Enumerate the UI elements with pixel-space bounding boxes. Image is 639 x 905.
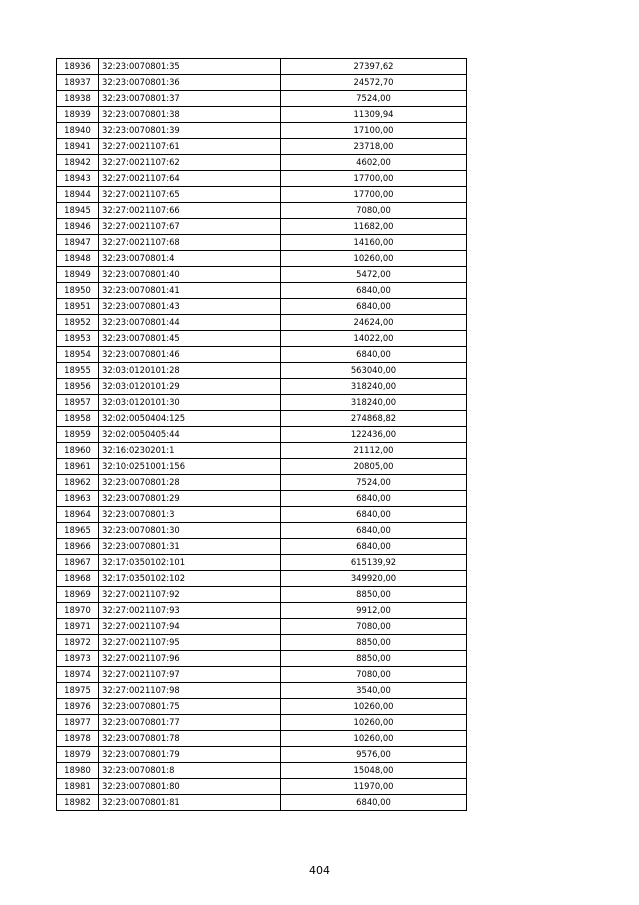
value-cell: 20805,00 [281,459,467,475]
table-row [57,75,467,91]
row-number-cell: 18975 [57,683,99,699]
table-row [57,795,467,811]
table-row [57,747,467,763]
value-cell: 8850,00 [281,651,467,667]
cadastral-number-cell: 32:27:0021107:62 [99,155,281,171]
cadastral-number-cell: 32:23:0070801:41 [99,283,281,299]
table-row [57,491,467,507]
cadastral-number-cell: 32:23:0070801:28 [99,475,281,491]
cadastral-number-cell: 32:23:0070801:80 [99,779,281,795]
value-cell: 6840,00 [281,283,467,299]
value-cell: 7524,00 [281,91,467,107]
value-cell: 6840,00 [281,347,467,363]
table-row [57,203,467,219]
row-number-cell: 18968 [57,571,99,587]
row-number-cell: 18944 [57,187,99,203]
cadastral-number-cell: 32:03:0120101:29 [99,379,281,395]
row-number-cell: 18976 [57,699,99,715]
row-number-cell: 18979 [57,747,99,763]
row-number-cell: 18959 [57,427,99,443]
cadastral-number-cell: 32:23:0070801:79 [99,747,281,763]
cadastral-number-cell: 32:27:0021107:67 [99,219,281,235]
cadastral-number-cell: 32:27:0021107:93 [99,603,281,619]
table-row [57,443,467,459]
value-cell: 4602,00 [281,155,467,171]
cadastral-number-cell: 32:27:0021107:68 [99,235,281,251]
table-row [57,219,467,235]
row-number-cell: 18949 [57,267,99,283]
cadastral-number-cell: 32:23:0070801:38 [99,107,281,123]
row-number-cell: 18982 [57,795,99,811]
value-cell: 17700,00 [281,171,467,187]
value-cell: 349920,00 [281,571,467,587]
cadastral-number-cell: 32:23:0070801:8 [99,763,281,779]
value-cell: 5472,00 [281,267,467,283]
table-row [57,411,467,427]
value-cell: 6840,00 [281,795,467,811]
table-row [57,59,467,75]
row-number-cell: 18963 [57,491,99,507]
table-row [57,555,467,571]
row-number-cell: 18948 [57,251,99,267]
table-row [57,123,467,139]
table-row [57,331,467,347]
row-number-cell: 18943 [57,171,99,187]
value-cell: 9576,00 [281,747,467,763]
row-number-cell: 18954 [57,347,99,363]
row-number-cell: 18978 [57,731,99,747]
row-number-cell: 18957 [57,395,99,411]
value-cell: 3540,00 [281,683,467,699]
row-number-cell: 18970 [57,603,99,619]
cadastral-number-cell: 32:27:0021107:65 [99,187,281,203]
cadastral-number-cell: 32:03:0120101:30 [99,395,281,411]
table-row [57,91,467,107]
value-cell: 27397,62 [281,59,467,75]
table-row [57,235,467,251]
cadastral-number-cell: 32:27:0021107:92 [99,587,281,603]
row-number-cell: 18937 [57,75,99,91]
value-cell: 318240,00 [281,395,467,411]
table-row [57,187,467,203]
table-row [57,651,467,667]
table-row [57,251,467,267]
row-number-cell: 18961 [57,459,99,475]
row-number-cell: 18952 [57,315,99,331]
value-cell: 15048,00 [281,763,467,779]
page-number: 404 [309,864,330,877]
row-number-cell: 18965 [57,523,99,539]
table-row [57,699,467,715]
row-number-cell: 18960 [57,443,99,459]
table-row [57,267,467,283]
table-row [57,763,467,779]
table-row [57,299,467,315]
table-row [57,347,467,363]
value-cell: 14160,00 [281,235,467,251]
table-row [57,635,467,651]
value-cell: 8850,00 [281,587,467,603]
table-row [57,587,467,603]
cadastral-number-cell: 32:23:0070801:31 [99,539,281,555]
cadastral-number-cell: 32:27:0021107:98 [99,683,281,699]
table-row [57,139,467,155]
value-cell: 17700,00 [281,187,467,203]
cadastral-number-cell: 32:23:0070801:3 [99,507,281,523]
cadastral-number-cell: 32:27:0021107:66 [99,203,281,219]
cadastral-number-cell: 32:23:0070801:75 [99,699,281,715]
value-cell: 24624,00 [281,315,467,331]
value-cell: 7080,00 [281,619,467,635]
table-row [57,283,467,299]
value-cell: 7080,00 [281,667,467,683]
row-number-cell: 18971 [57,619,99,635]
row-number-cell: 18962 [57,475,99,491]
value-cell: 23718,00 [281,139,467,155]
value-cell: 6840,00 [281,299,467,315]
row-number-cell: 18938 [57,91,99,107]
table-row [57,667,467,683]
row-number-cell: 18972 [57,635,99,651]
cadastral-number-cell: 32:23:0070801:46 [99,347,281,363]
cadastral-number-cell: 32:27:0021107:95 [99,635,281,651]
value-cell: 274868,82 [281,411,467,427]
cadastral-number-cell: 32:27:0021107:61 [99,139,281,155]
row-number-cell: 18946 [57,219,99,235]
table-row [57,155,467,171]
cadastral-number-cell: 32:23:0070801:4 [99,251,281,267]
cadastral-number-cell: 32:23:0070801:35 [99,59,281,75]
cadastral-number-cell: 32:27:0021107:96 [99,651,281,667]
cadastral-number-cell: 32:27:0021107:94 [99,619,281,635]
value-cell: 6840,00 [281,507,467,523]
cadastral-number-cell: 32:23:0070801:40 [99,267,281,283]
cadastral-number-cell: 32:23:0070801:43 [99,299,281,315]
value-cell: 7524,00 [281,475,467,491]
row-number-cell: 18956 [57,379,99,395]
row-number-cell: 18969 [57,587,99,603]
table-row [57,459,467,475]
row-number-cell: 18955 [57,363,99,379]
cadastral-number-cell: 32:23:0070801:45 [99,331,281,347]
cadastral-number-cell: 32:02:0050404:125 [99,411,281,427]
registry-table [56,58,467,811]
row-number-cell: 18940 [57,123,99,139]
cadastral-number-cell: 32:27:0021107:64 [99,171,281,187]
table-row [57,571,467,587]
value-cell: 318240,00 [281,379,467,395]
value-cell: 122436,00 [281,427,467,443]
cadastral-number-cell: 32:17:0350102:102 [99,571,281,587]
table-row [57,363,467,379]
cadastral-number-cell: 32:17:0350102:101 [99,555,281,571]
table-row [57,603,467,619]
cadastral-number-cell: 32:23:0070801:36 [99,75,281,91]
value-cell: 615139,92 [281,555,467,571]
row-number-cell: 18981 [57,779,99,795]
cadastral-number-cell: 32:16:0230201:1 [99,443,281,459]
table-row [57,107,467,123]
row-number-cell: 18980 [57,763,99,779]
value-cell: 10260,00 [281,731,467,747]
row-number-cell: 18950 [57,283,99,299]
row-number-cell: 18974 [57,667,99,683]
row-number-cell: 18939 [57,107,99,123]
value-cell: 24572,70 [281,75,467,91]
row-number-cell: 18941 [57,139,99,155]
value-cell: 11970,00 [281,779,467,795]
row-number-cell: 18945 [57,203,99,219]
table-row [57,475,467,491]
table-row [57,507,467,523]
table-row [57,171,467,187]
row-number-cell: 18967 [57,555,99,571]
row-number-cell: 18966 [57,539,99,555]
value-cell: 6840,00 [281,523,467,539]
cadastral-number-cell: 32:23:0070801:81 [99,795,281,811]
row-number-cell: 18958 [57,411,99,427]
value-cell: 7080,00 [281,203,467,219]
value-cell: 17100,00 [281,123,467,139]
value-cell: 11682,00 [281,219,467,235]
table-row [57,715,467,731]
cadastral-number-cell: 32:23:0070801:44 [99,315,281,331]
row-number-cell: 18951 [57,299,99,315]
cadastral-number-cell: 32:23:0070801:29 [99,491,281,507]
table-row [57,539,467,555]
row-number-cell: 18953 [57,331,99,347]
cadastral-number-cell: 32:23:0070801:78 [99,731,281,747]
table-row [57,379,467,395]
table-body [57,59,467,811]
cadastral-number-cell: 32:27:0021107:97 [99,667,281,683]
cadastral-number-cell: 32:23:0070801:39 [99,123,281,139]
value-cell: 21112,00 [281,443,467,459]
row-number-cell: 18973 [57,651,99,667]
value-cell: 10260,00 [281,715,467,731]
row-number-cell: 18936 [57,59,99,75]
row-number-cell: 18947 [57,235,99,251]
cadastral-number-cell: 32:10:0251001:156 [99,459,281,475]
table-row [57,779,467,795]
value-cell: 9912,00 [281,603,467,619]
table-row [57,315,467,331]
value-cell: 10260,00 [281,699,467,715]
table-row [57,619,467,635]
table-row [57,731,467,747]
value-cell: 563040,00 [281,363,467,379]
table-row [57,427,467,443]
row-number-cell: 18942 [57,155,99,171]
cadastral-number-cell: 32:03:0120101:28 [99,363,281,379]
value-cell: 14022,00 [281,331,467,347]
table-row [57,523,467,539]
row-number-cell: 18977 [57,715,99,731]
value-cell: 8850,00 [281,635,467,651]
value-cell: 6840,00 [281,539,467,555]
value-cell: 11309,94 [281,107,467,123]
value-cell: 10260,00 [281,251,467,267]
cadastral-number-cell: 32:02:0050405:44 [99,427,281,443]
cadastral-number-cell: 32:23:0070801:37 [99,91,281,107]
cadastral-number-cell: 32:23:0070801:77 [99,715,281,731]
value-cell: 6840,00 [281,491,467,507]
table-row [57,683,467,699]
row-number-cell: 18964 [57,507,99,523]
cadastral-number-cell: 32:23:0070801:30 [99,523,281,539]
table-row [57,395,467,411]
